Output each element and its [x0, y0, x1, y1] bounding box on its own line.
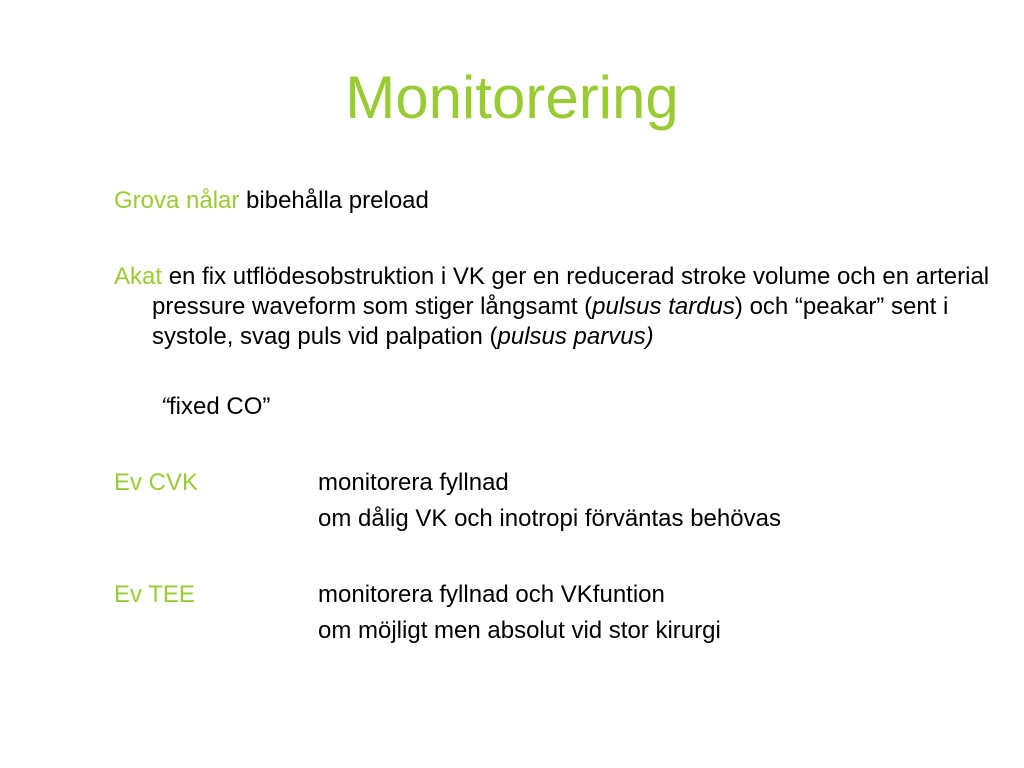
item-fixed-co-open-quote: “ — [161, 393, 169, 420]
item-grova-nalar-text: bibehålla preload — [239, 187, 429, 214]
item-ev-cvk-line2: om dålig VK och inotropi förväntas behövas — [318, 505, 781, 532]
item-akat-text-a: en fix utflödesobstruktion i VK ger en reducerad stroke volume och en arterial pressure waveform som stiger långsamt ( — [152, 263, 990, 320]
item-ev-tee-lead — [114, 580, 195, 610]
item-akat-italic-b: pulsus parvus) — [497, 323, 654, 350]
item-ev-cvk-lead — [114, 468, 198, 498]
item-ev-tee-label: Ev TEE — [114, 581, 195, 608]
item-ev-cvk-label: Ev CVK — [114, 469, 199, 496]
item-grova-nalar — [114, 186, 429, 216]
item-akat — [114, 262, 1024, 352]
item-ev-tee-line2: om möjligt men absolut vid stor kirurgi — [318, 617, 721, 644]
item-grova-nalar-lead: Grova nålar — [114, 187, 240, 214]
item-ev-cvk-line1: monitorera fyllnad — [318, 469, 509, 496]
slide-title: Monitorering — [345, 64, 679, 131]
item-akat-text-b: ) och “peakar” sent i systole, svag puls vid palpation ( — [152, 293, 949, 350]
item-fixed-co-text: fixed CO” — [169, 393, 271, 420]
item-ev-tee-line1: monitorera fyllnad och VKfuntion — [318, 581, 665, 608]
item-akat-italic-a: pulsus tardus — [592, 293, 735, 320]
item-fixed-co — [161, 392, 270, 422]
item-akat-lead: Akat — [114, 263, 163, 290]
